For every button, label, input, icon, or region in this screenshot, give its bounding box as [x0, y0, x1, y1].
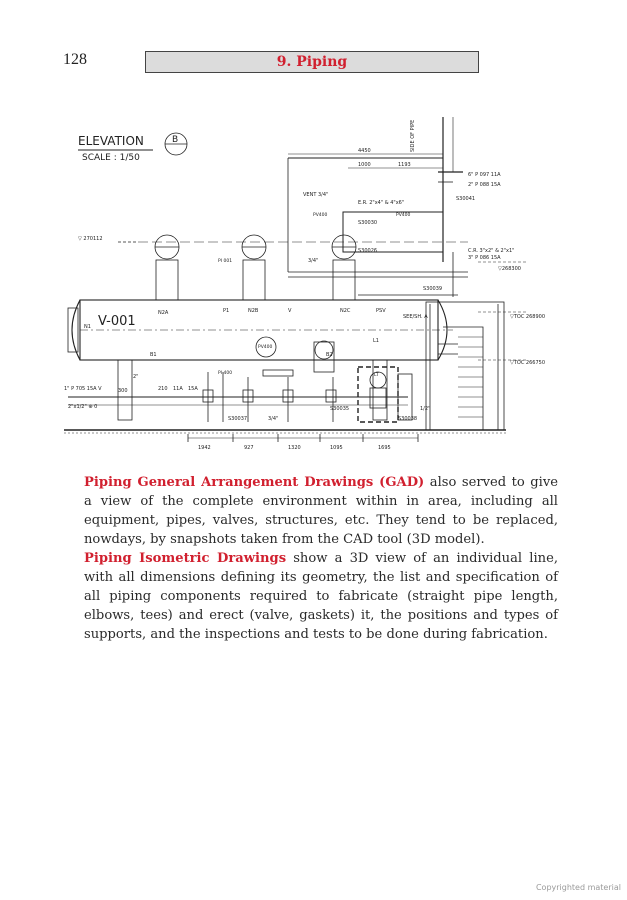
instrument-4: PV400: [258, 345, 273, 350]
note-11a: 11A: [173, 386, 183, 392]
elevation-4: ▽ 270112: [78, 236, 103, 242]
paragraph-gad: [84, 473, 558, 549]
nozzle-n2a: N2A: [158, 310, 169, 316]
paragraph-isometric: [84, 549, 558, 644]
nozzle-p1: P1: [223, 308, 230, 314]
note-see-sh: SEE/SH. A: [403, 314, 428, 320]
nozzle-v: V: [288, 308, 292, 314]
nozzle-psv: PSV: [376, 308, 386, 314]
tag-4: S30039: [423, 286, 443, 292]
side-label: SIDE OF PIPE: [410, 119, 416, 152]
tag-2: S30026: [358, 248, 378, 254]
elevation-3: ▽TOC 266750: [510, 360, 546, 366]
nozzle-l1: L1: [373, 338, 379, 344]
term-isometric: Piping Isometric Drawings: [84, 551, 287, 566]
note-210: 210: [158, 386, 168, 392]
line-tag-4: 3" P 086 15A: [468, 255, 501, 261]
term-gad: Piping General Arrangement Drawings (GAD): [84, 475, 425, 490]
instrument-1: PV400: [313, 213, 328, 218]
bottom-dim-3: 1320: [288, 445, 301, 451]
tag-5: S30035: [330, 406, 350, 412]
nozzle-b1: B1: [150, 352, 157, 358]
note-er: E.R. 2"x4" & 4"x6": [358, 200, 405, 206]
view-title: ELEVATION: [78, 134, 144, 148]
nozzle-n2c: N2C: [340, 308, 351, 314]
drawing-scale: SCALE : 1/50: [82, 153, 140, 163]
note-2in: 2": [133, 374, 139, 380]
line-tag-2: 2" P 088 15A: [468, 182, 501, 188]
piping-elevation-drawing: [58, 112, 568, 457]
tag-1: S30041: [456, 196, 476, 202]
vessel-tag: V-001: [98, 314, 136, 329]
elevation-1: ▽268300: [498, 266, 521, 272]
chapter-banner: [145, 51, 479, 73]
tag-3: S30030: [358, 220, 378, 226]
instrument-6: LT: [374, 373, 379, 378]
line-tag-6: 2"x1/2" ⊕ 0: [68, 404, 98, 410]
paragraph-gad-text: also served to give a view of the complete environment within in area, including all equipment, pipes, valves, structures, etc. They tend to be replaced, nowdays, by snapshots taken from the CAD tool (3D model).: [84, 475, 558, 547]
nozzle-b2: B2: [326, 352, 333, 358]
bottom-dim-2: 927: [244, 445, 254, 451]
drawing-canvas: [58, 112, 568, 457]
note-15a: 15A: [188, 386, 198, 392]
instrument-2: PV400: [396, 213, 411, 218]
top-dim-1: 4450: [358, 148, 371, 154]
instrument-3: PI 001: [218, 259, 233, 264]
note-vent: VENT 3/4": [303, 192, 329, 198]
nozzle-n2b: N2B: [248, 308, 259, 314]
tag-7: S30038: [398, 416, 418, 422]
top-dim-2: 1000: [358, 162, 371, 168]
bottom-dim-1: 1942: [198, 445, 211, 451]
chapter-title: 9. Piping: [276, 54, 348, 70]
instrument-5: PI 400: [218, 371, 233, 376]
view-marker: B: [172, 135, 179, 145]
page-number: 128: [63, 51, 87, 68]
note-3-4-b: 3/4": [268, 416, 279, 422]
note-3-4: 3/4": [308, 258, 319, 264]
body-text: [84, 473, 558, 644]
nozzle-n1: N1: [84, 324, 91, 330]
line-tag-1: 6" P 097 11A: [468, 172, 501, 178]
copyright-notice: Copyrighted material: [535, 883, 621, 892]
note-1-2: 1/2": [420, 406, 431, 412]
paragraph-isometric-text: show a 3D view of an individual line, with all dimensions defining its geometry, the list and specification of all piping components required to fabricate (straight pipe length, elbows, tees) and erect (valve, gaskets) it, the positions and types of supports, and the inspections and tests to be done during fabrication.: [84, 551, 558, 642]
elevation-2: ▽TOC 268900: [510, 314, 546, 320]
top-dim-3: 1193: [398, 162, 411, 168]
bottom-dim-4: 1095: [330, 445, 343, 451]
line-tag-3: C.R. 3"x2" & 2"x1": [468, 248, 515, 254]
tag-6: S30037: [228, 416, 248, 422]
bottom-dim-5: 1695: [378, 445, 391, 451]
line-tag-5: 1" P 705 15A V: [64, 386, 102, 392]
note-300: 300: [118, 388, 128, 394]
